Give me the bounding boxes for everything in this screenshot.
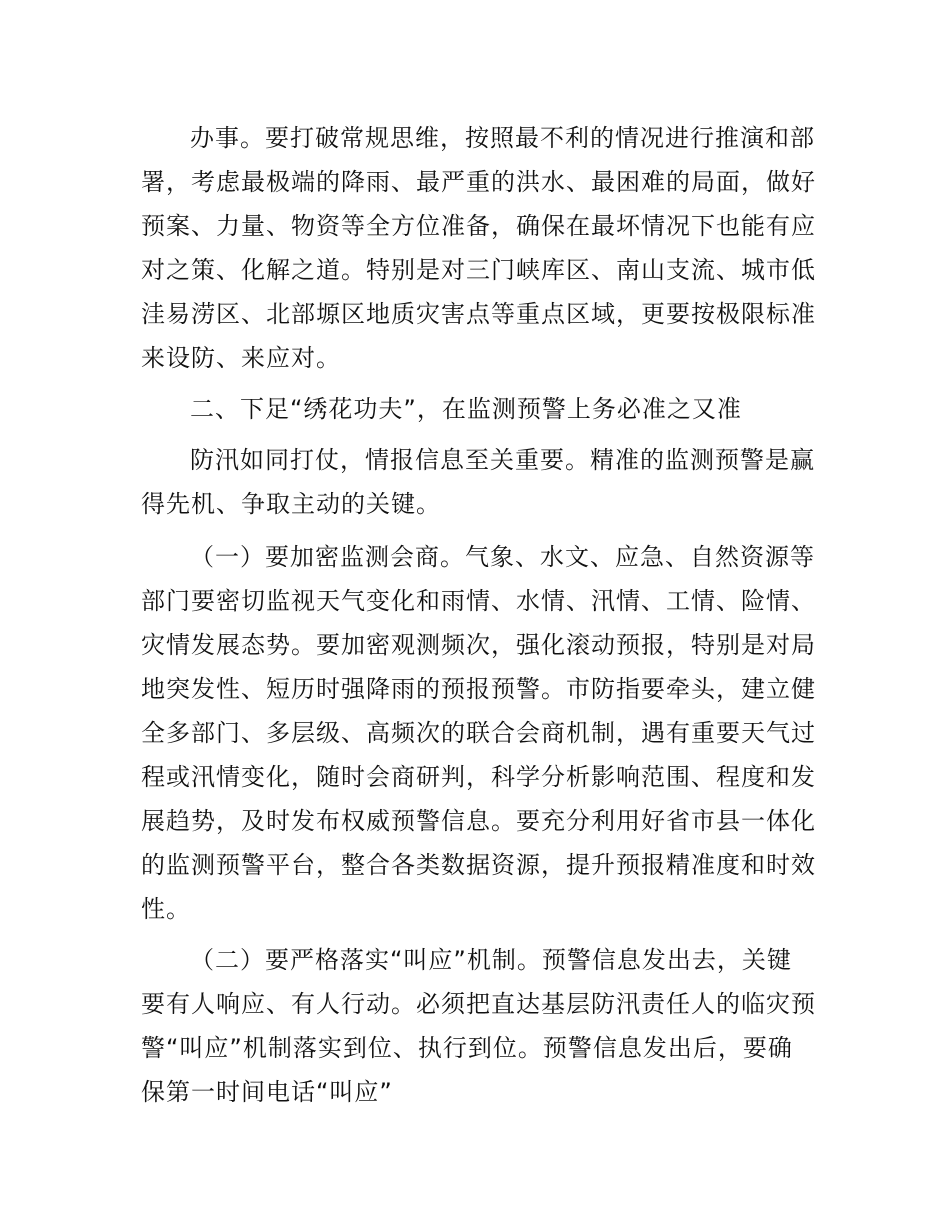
text-line: 防汛如同打仗，情报信息至关重要。精准的监测预警是赢 <box>190 446 815 474</box>
text-line: 要有人响应、有人行动。必须把直达基层防汛责任人的临灾预 <box>141 990 816 1018</box>
text-line: 程或汛情变化，随时会商研判，科学分析影响范围、程度和发 <box>141 763 816 791</box>
text-line: 地突发性、短历时强降雨的预报预警。市防指要牵头，建立健 <box>141 675 816 703</box>
text-line: 署，考虑最极端的降雨、最严重的洪水、最困难的局面，做好 <box>141 168 816 196</box>
text-line: 保第一时间电话“叫应” <box>141 1078 393 1106</box>
text-line: 部门要密切监视天气变化和雨情、水情、汛情、工情、险情、 <box>141 587 816 615</box>
text-line: （一）要加密监测会商。气象、水文、应急、自然资源等 <box>190 543 815 571</box>
text-line: 灾情发展态势。要加密观测频次，强化滚动预报，特别是对局 <box>141 631 816 659</box>
text-line: 对之策、化解之道。特别是对三门峡库区、南山支流、城市低 <box>141 256 816 284</box>
text-line: （二）要严格落实“叫应”机制。预警信息发出去，关键 <box>190 946 792 974</box>
text-line: 全多部门、多层级、高频次的联合会商机制，遇有重要天气过 <box>141 719 816 747</box>
text-line: 展趋势，及时发布权威预警信息。要充分利用好省市县一体化 <box>141 807 816 835</box>
text-line: 来设防、来应对。 <box>141 344 341 372</box>
text-line: 洼易涝区、北部塬区地质灾害点等重点区域，更要按极限标准 <box>141 300 816 328</box>
text-line: 得先机、争取主动的关键。 <box>141 490 441 518</box>
text-line: 性。 <box>141 895 191 923</box>
text-line: 的监测预警平台，整合各类数据资源，提升预报精准度和时效 <box>141 851 816 879</box>
text-line: 办事。要打破常规思维，按照最不利的情况进行推演和部 <box>190 124 815 152</box>
text-line: 警“叫应”机制落实到位、执行到位。预警信息发出后，要确 <box>141 1034 793 1062</box>
section-heading: 二、下足“绣花功夫”，在监测预警上务必准之又准 <box>190 395 742 423</box>
text-line: 预案、力量、物资等全方位准备，确保在最坏情况下也能有应 <box>141 212 816 240</box>
